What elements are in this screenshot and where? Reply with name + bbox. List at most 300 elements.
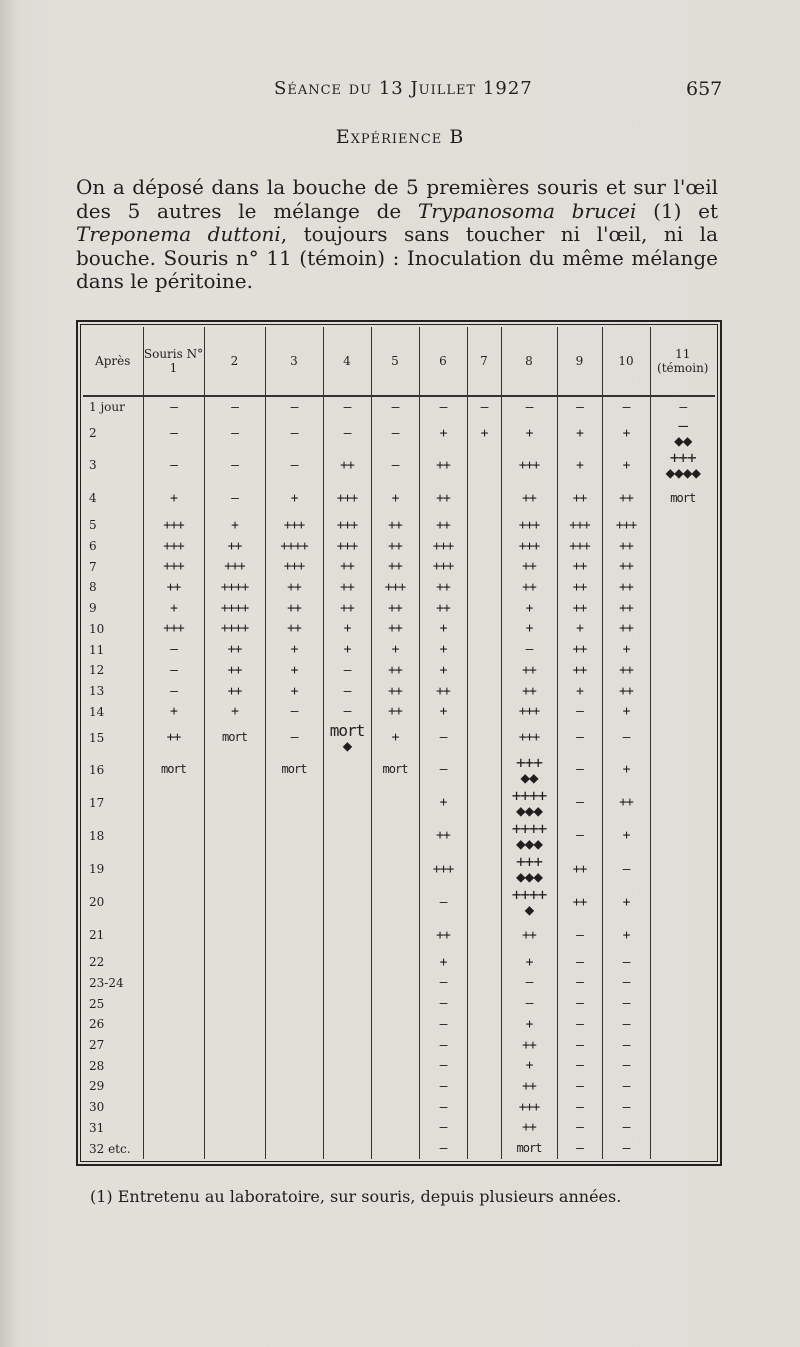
table-cell bbox=[467, 639, 501, 660]
table-cell bbox=[143, 886, 204, 919]
cell-value: 21 bbox=[89, 928, 105, 943]
table-cell bbox=[323, 396, 371, 418]
table-cell bbox=[419, 973, 467, 994]
cell-value: ++++ bbox=[511, 885, 547, 905]
cell-value: — bbox=[576, 954, 583, 970]
cell-value: + bbox=[622, 762, 630, 778]
table-cell bbox=[371, 482, 419, 515]
table-cell bbox=[323, 973, 371, 994]
cell-value: — bbox=[576, 927, 583, 943]
table-cell bbox=[204, 786, 265, 819]
table-cell bbox=[419, 1014, 467, 1035]
table-cell bbox=[265, 619, 323, 640]
table-cell bbox=[602, 886, 650, 919]
table-cell bbox=[419, 1035, 467, 1056]
cell-value: 2 bbox=[89, 426, 97, 441]
cell-value: — bbox=[439, 996, 447, 1012]
cell-value: — bbox=[576, 399, 583, 415]
table-cell bbox=[204, 993, 265, 1014]
cell-value: — bbox=[622, 1078, 630, 1094]
table-cell bbox=[265, 819, 323, 852]
table-cell bbox=[557, 701, 602, 722]
row-label bbox=[83, 639, 143, 660]
table-cell bbox=[323, 1117, 371, 1138]
cell-value: +++ bbox=[384, 579, 406, 595]
table-cell bbox=[602, 577, 650, 598]
row-label bbox=[83, 577, 143, 598]
table-cell bbox=[602, 1014, 650, 1035]
table-cell bbox=[650, 396, 715, 418]
table-cell bbox=[204, 577, 265, 598]
table-cell bbox=[371, 886, 419, 919]
table-cell bbox=[602, 598, 650, 619]
table-cell bbox=[602, 1138, 650, 1159]
cell-value: ++ bbox=[522, 559, 536, 575]
table-cell bbox=[323, 919, 371, 952]
table-row bbox=[83, 722, 715, 753]
cell-value: 20 bbox=[89, 895, 105, 910]
row-label bbox=[83, 1138, 143, 1159]
results-table-frame bbox=[76, 320, 722, 1166]
cell-value: — bbox=[439, 762, 447, 778]
cell-value: — bbox=[290, 704, 298, 720]
table-row bbox=[83, 1138, 715, 1159]
row-label bbox=[83, 449, 143, 482]
row-label bbox=[83, 753, 143, 786]
cell-value: +++ bbox=[518, 457, 540, 473]
cell-value: ++ bbox=[522, 683, 536, 699]
table-cell bbox=[419, 786, 467, 819]
table-cell bbox=[501, 952, 557, 973]
table-cell bbox=[557, 1055, 602, 1076]
table-cell bbox=[467, 1055, 501, 1076]
table-row bbox=[83, 993, 715, 1014]
row-label bbox=[83, 1076, 143, 1097]
table-cell bbox=[419, 482, 467, 515]
table-cell bbox=[557, 418, 602, 449]
table-cell bbox=[467, 619, 501, 640]
table-cell bbox=[602, 449, 650, 482]
cell-value: + bbox=[622, 425, 630, 441]
cell-value: 27 bbox=[89, 1038, 105, 1053]
table-cell bbox=[557, 886, 602, 919]
row-label bbox=[83, 536, 143, 557]
table-cell bbox=[650, 993, 715, 1014]
cell-value: ++ bbox=[388, 517, 402, 533]
cell-value: 29 bbox=[89, 1079, 105, 1094]
cell-value: — bbox=[576, 1016, 583, 1032]
cell-value: — bbox=[622, 996, 630, 1012]
table-cell bbox=[419, 515, 467, 536]
table-cell bbox=[265, 536, 323, 557]
table-cell bbox=[557, 1117, 602, 1138]
table-cell bbox=[265, 660, 323, 681]
table-cell bbox=[371, 619, 419, 640]
cell-value: +++ bbox=[336, 538, 358, 554]
cell-value: ++ bbox=[572, 662, 587, 678]
cell-value: +++ bbox=[569, 517, 590, 533]
table-cell bbox=[204, 639, 265, 660]
row-label bbox=[83, 660, 143, 681]
table-cell bbox=[419, 536, 467, 557]
table-cell bbox=[557, 1035, 602, 1056]
table-cell bbox=[467, 919, 501, 952]
cell-value: — bbox=[290, 457, 298, 473]
cell-value: + bbox=[391, 490, 399, 506]
table-cell bbox=[265, 639, 323, 660]
table-cell bbox=[467, 577, 501, 598]
table-cell bbox=[650, 819, 715, 852]
table-cell bbox=[323, 952, 371, 973]
mort-label: mort bbox=[329, 720, 365, 740]
cell-value: ++ bbox=[287, 621, 301, 637]
table-body bbox=[83, 396, 715, 1159]
table-cell bbox=[501, 515, 557, 536]
cell-value: +++ bbox=[163, 517, 184, 533]
cell-value: — bbox=[622, 1141, 630, 1157]
cell-value: + bbox=[622, 457, 630, 473]
cell-value: — bbox=[439, 1058, 447, 1074]
cell-value: — bbox=[576, 975, 583, 991]
page-number: 657 bbox=[686, 78, 723, 100]
table-cell bbox=[143, 722, 204, 753]
cell-value: + bbox=[231, 517, 238, 533]
table-cell bbox=[265, 396, 323, 418]
table-cell bbox=[557, 786, 602, 819]
cell-value: + bbox=[231, 704, 238, 720]
mort-label: mort bbox=[670, 490, 696, 505]
table-cell bbox=[143, 786, 204, 819]
cell-value: ++ bbox=[572, 490, 587, 506]
table-cell bbox=[501, 1117, 557, 1138]
cell-value: +++ bbox=[432, 559, 454, 575]
cell-value: 1 jour bbox=[89, 400, 125, 415]
table-cell bbox=[467, 1014, 501, 1035]
table-cell bbox=[602, 993, 650, 1014]
cell-value: — bbox=[231, 457, 238, 473]
cell-value: — bbox=[439, 399, 447, 415]
cell-value: ++ bbox=[619, 662, 633, 678]
cell-value: + bbox=[480, 425, 488, 441]
table-row bbox=[83, 1097, 715, 1118]
cell-value: — bbox=[170, 457, 177, 473]
cell-value: — bbox=[391, 457, 399, 473]
table-cell bbox=[323, 1055, 371, 1076]
table-cell bbox=[419, 1097, 467, 1118]
table-row bbox=[83, 1076, 715, 1097]
mort-label: mort bbox=[382, 762, 408, 777]
cell-value: + bbox=[290, 642, 298, 658]
table-cell bbox=[419, 701, 467, 722]
table-cell bbox=[371, 993, 419, 1014]
row-label bbox=[83, 786, 143, 819]
cell-value: 17 bbox=[89, 795, 105, 810]
paragraph-italic-1: Trypanosoma brucei bbox=[417, 198, 637, 223]
cell-value: ++ bbox=[619, 795, 633, 811]
table-cell bbox=[501, 701, 557, 722]
table-cell bbox=[602, 418, 650, 449]
table-cell bbox=[323, 786, 371, 819]
cell-value: 4 bbox=[89, 491, 97, 506]
table-cell bbox=[204, 1138, 265, 1159]
table-cell bbox=[501, 973, 557, 994]
table-cell bbox=[501, 598, 557, 619]
table-cell bbox=[323, 1014, 371, 1035]
cell-value: + bbox=[170, 704, 177, 720]
row-label bbox=[83, 619, 143, 640]
cell-value: 7 bbox=[89, 559, 97, 574]
table-cell bbox=[204, 660, 265, 681]
table-cell bbox=[467, 1035, 501, 1056]
table-cell bbox=[501, 886, 557, 919]
cell-value: — bbox=[622, 954, 630, 970]
table-cell bbox=[650, 973, 715, 994]
cell-value: + bbox=[290, 683, 298, 699]
cell-value: + bbox=[622, 927, 630, 943]
table-row bbox=[83, 886, 715, 919]
table-cell bbox=[602, 396, 650, 418]
table-cell bbox=[265, 418, 323, 449]
table-cell bbox=[602, 753, 650, 786]
table-cell bbox=[419, 919, 467, 952]
table-cell bbox=[650, 660, 715, 681]
table-cell bbox=[419, 449, 467, 482]
cell-value: ++ bbox=[522, 927, 536, 943]
table-cell bbox=[650, 418, 715, 449]
table-cell bbox=[323, 1138, 371, 1159]
table-row bbox=[83, 701, 715, 722]
cell-value: ++++ bbox=[220, 621, 249, 637]
cell-value: + bbox=[576, 425, 583, 441]
cell-value: — bbox=[576, 704, 583, 720]
table-cell bbox=[650, 536, 715, 557]
cell-value: ++ bbox=[227, 683, 242, 699]
table-cell bbox=[204, 1035, 265, 1056]
table-cell bbox=[501, 1097, 557, 1118]
table-cell bbox=[602, 536, 650, 557]
cell-value: — bbox=[525, 996, 533, 1012]
cell-value: — bbox=[391, 425, 399, 441]
table-row bbox=[83, 619, 715, 640]
cell-value: — bbox=[622, 1058, 630, 1074]
death-marker: ◆◆◆◆ bbox=[665, 463, 701, 483]
row-label bbox=[83, 819, 143, 852]
table-cell bbox=[265, 753, 323, 786]
table-cell bbox=[501, 556, 557, 577]
table-cell bbox=[371, 515, 419, 536]
table-cell bbox=[323, 753, 371, 786]
row-label bbox=[83, 952, 143, 973]
cell-value: ++ bbox=[619, 579, 633, 595]
table-cell bbox=[323, 536, 371, 557]
table-cell bbox=[419, 753, 467, 786]
cell-value: ++ bbox=[572, 642, 587, 658]
table-cell bbox=[557, 919, 602, 952]
table-cell bbox=[419, 660, 467, 681]
table-row bbox=[83, 515, 715, 536]
cell-value: — bbox=[343, 399, 351, 415]
table-cell bbox=[602, 1097, 650, 1118]
row-label bbox=[83, 701, 143, 722]
table-cell bbox=[143, 1097, 204, 1118]
table-cell bbox=[467, 722, 501, 753]
table-cell bbox=[265, 952, 323, 973]
table-row bbox=[83, 952, 715, 973]
table-cell bbox=[204, 753, 265, 786]
cell-value: — bbox=[343, 683, 351, 699]
cell-value: — bbox=[439, 1141, 447, 1157]
table-cell bbox=[467, 536, 501, 557]
table-cell bbox=[419, 852, 467, 885]
cell-value: — bbox=[391, 399, 399, 415]
table-cell bbox=[501, 396, 557, 418]
cell-value: — bbox=[622, 1120, 630, 1136]
table-cell bbox=[323, 819, 371, 852]
table-cell bbox=[467, 396, 501, 418]
table-cell bbox=[265, 449, 323, 482]
table-cell bbox=[265, 1097, 323, 1118]
table-cell bbox=[602, 819, 650, 852]
cell-value: + bbox=[525, 1016, 533, 1032]
cell-value: + bbox=[525, 954, 533, 970]
table-cell bbox=[143, 1014, 204, 1035]
cell-value: +++ bbox=[518, 704, 540, 720]
table-cell bbox=[143, 418, 204, 449]
cell-value: — bbox=[170, 683, 177, 699]
table-cell bbox=[204, 1014, 265, 1035]
table-cell bbox=[371, 556, 419, 577]
cell-value: 18 bbox=[89, 828, 105, 843]
cell-value: — bbox=[622, 861, 630, 877]
cell-value: + bbox=[622, 642, 630, 658]
table-cell bbox=[143, 482, 204, 515]
cell-value: — bbox=[525, 642, 533, 658]
cell-value: ++++ bbox=[220, 600, 249, 616]
table-cell bbox=[557, 973, 602, 994]
table-cell bbox=[467, 681, 501, 702]
cell-value: ++ bbox=[388, 538, 402, 554]
cell-value: ++ bbox=[227, 662, 242, 678]
table-cell bbox=[204, 418, 265, 449]
row-label bbox=[83, 681, 143, 702]
paragraph-text-2: (1) et bbox=[636, 198, 718, 223]
table-cell bbox=[501, 993, 557, 1014]
table-cell bbox=[204, 952, 265, 973]
cell-value: 10 bbox=[89, 621, 105, 636]
running-header bbox=[0, 78, 800, 108]
table-row bbox=[83, 819, 715, 852]
table-cell bbox=[323, 701, 371, 722]
cell-value: ++ bbox=[522, 662, 536, 678]
table-cell bbox=[602, 919, 650, 952]
table-cell bbox=[602, 660, 650, 681]
cell-value: 26 bbox=[89, 1017, 105, 1032]
cell-value: ++ bbox=[166, 579, 181, 595]
row-label bbox=[83, 1055, 143, 1076]
table-cell bbox=[204, 396, 265, 418]
table-cell bbox=[371, 1014, 419, 1035]
table-cell bbox=[371, 660, 419, 681]
table-cell bbox=[371, 1055, 419, 1076]
cell-value: ++ bbox=[619, 600, 633, 616]
death-marker: ◆ bbox=[342, 735, 352, 755]
cell-value: ++ bbox=[388, 704, 402, 720]
column-header: 11 (témoin) bbox=[650, 327, 715, 396]
cell-value: + bbox=[290, 662, 298, 678]
table-cell bbox=[419, 1117, 467, 1138]
table-cell bbox=[371, 1117, 419, 1138]
table-cell bbox=[371, 701, 419, 722]
table-cell bbox=[467, 1117, 501, 1138]
table-cell bbox=[419, 418, 467, 449]
table-cell bbox=[602, 852, 650, 885]
column-header: 3 bbox=[265, 327, 323, 396]
table-cell bbox=[204, 1055, 265, 1076]
table-cell bbox=[143, 639, 204, 660]
table-cell bbox=[371, 753, 419, 786]
table-cell bbox=[602, 515, 650, 536]
cell-value: ++ bbox=[340, 579, 354, 595]
table-cell bbox=[602, 556, 650, 577]
table-cell bbox=[557, 681, 602, 702]
table-cell bbox=[204, 722, 265, 753]
cell-value: + bbox=[290, 490, 298, 506]
cell-value: — bbox=[679, 399, 687, 415]
cell-value: + bbox=[576, 683, 583, 699]
cell-value: +++ bbox=[163, 538, 184, 554]
table-cell bbox=[204, 1097, 265, 1118]
table-cell bbox=[650, 852, 715, 885]
table-cell bbox=[265, 973, 323, 994]
table-cell bbox=[143, 1055, 204, 1076]
cell-value: ++ bbox=[619, 621, 633, 637]
cell-value: — bbox=[290, 425, 298, 441]
cell-value: ++ bbox=[522, 490, 536, 506]
column-header: 2 bbox=[204, 327, 265, 396]
table-cell bbox=[204, 1117, 265, 1138]
table-cell bbox=[467, 1138, 501, 1159]
table-cell bbox=[501, 852, 557, 885]
cell-value: + bbox=[439, 642, 447, 658]
table-cell bbox=[265, 1117, 323, 1138]
cell-value: ++ bbox=[619, 490, 633, 506]
cell-value: + bbox=[622, 704, 630, 720]
column-header: Après bbox=[83, 327, 143, 396]
cell-value: 11 bbox=[89, 642, 105, 657]
cell-value: ++ bbox=[388, 621, 402, 637]
cell-value: — bbox=[439, 1099, 447, 1115]
footnote: (1) Entretenu au laboratoire, sur souris, depuis plusieurs années. bbox=[90, 1187, 622, 1206]
table-cell bbox=[371, 449, 419, 482]
cell-value: — bbox=[576, 1099, 583, 1115]
table-cell bbox=[501, 418, 557, 449]
table-cell bbox=[323, 556, 371, 577]
table-cell bbox=[650, 681, 715, 702]
cell-value: + bbox=[343, 621, 351, 637]
table-header-row bbox=[83, 327, 715, 396]
cell-value: — bbox=[576, 1141, 583, 1157]
table-cell bbox=[371, 852, 419, 885]
cell-value: — bbox=[290, 399, 298, 415]
cell-value: ++ bbox=[572, 579, 587, 595]
table-cell bbox=[204, 556, 265, 577]
cell-value: ++ bbox=[227, 538, 242, 554]
table-cell bbox=[371, 819, 419, 852]
mort-label: mort bbox=[161, 762, 186, 777]
table-cell bbox=[557, 1014, 602, 1035]
cell-value: + bbox=[576, 621, 583, 637]
table-row bbox=[83, 598, 715, 619]
